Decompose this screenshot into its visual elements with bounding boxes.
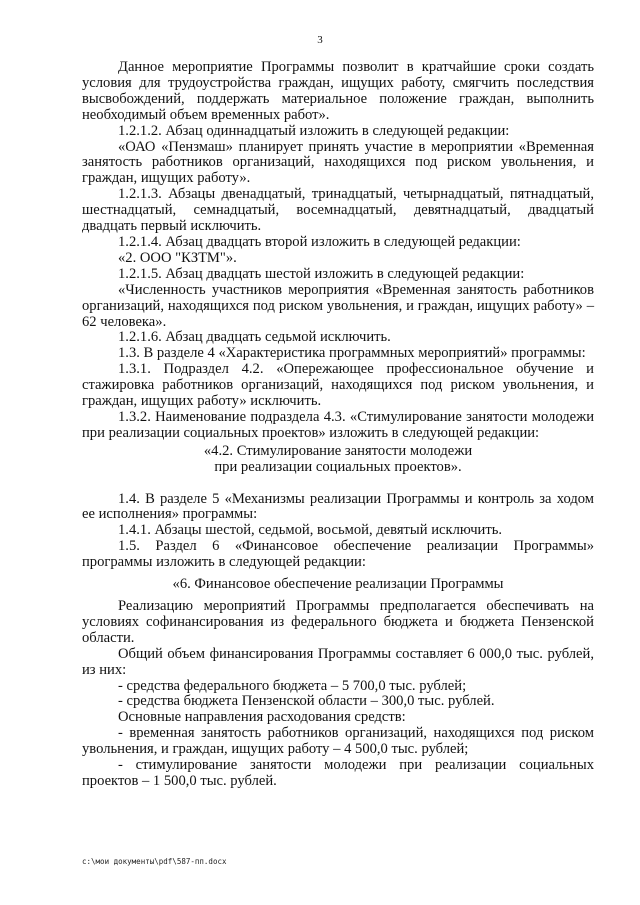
paragraph: 1.3.1. Подраздел 4.2. «Опережающее профессиональное обучение и стажировка работников организаций, находящихся под риском увольнения, и граждан, ищущих работу» исключить.	[82, 361, 594, 410]
subsection-heading-line-1: «4.2. Стимулирование занятости молодежи	[203, 442, 473, 459]
list-item: - средства федерального бюджета – 5 700,0 тыс. рублей;	[118, 677, 467, 694]
paragraph: 1.2.1.4. Абзац двадцать второй изложить в следующей редакции:	[118, 233, 521, 250]
paragraph: «ОАО «Пензмаш» планирует принять участие в мероприятии «Временная занятость работников организаций, находящихся под риском увольнения, и граждан, ищущих работу».	[82, 138, 594, 187]
paragraph: 1.4. В разделе 5 «Механизмы реализации Программы и контроль за ходом ее исполнения» программы:	[82, 490, 594, 523]
paragraph: Данное мероприятие Программы позволит в кратчайшие сроки создать условия для трудоустройства граждан, ищущих работу, смягчить последствия высвобождений, поддержать материальное положение граждан, выполнить необходимый объем временных работ».	[82, 59, 594, 123]
paragraph: 1.4.1. Абзацы шестой, седьмой, восьмой, девятый исключить.	[118, 522, 503, 539]
paragraph: Реализацию мероприятий Программы предполагается обеспечивать на условиях софинансирования из федерального бюджета и бюджета Пензенской области.	[82, 598, 594, 646]
paragraph: «2. ООО "КЗТМ"».	[118, 249, 237, 266]
paragraph: 1.2.1.6. Абзац двадцать седьмой исключить.	[118, 329, 391, 346]
paragraph: 1.3.2. Наименование подраздела 4.3. «Стимулирование занятости молодежи при реализации социальных проектов» изложить в следующей редакции:	[82, 408, 594, 441]
paragraph: 1.2.1.3. Абзацы двенадцатый, тринадцатый, четырнадцатый, пятнадцатый, шестнадцатый, семнадцатый, восемнадцатый, девятнадцатый, двадцатый двадцать первый исключить.	[82, 186, 594, 235]
paragraph: 1.3. В разделе 4 «Характеристика программных мероприятий» программы:	[118, 345, 586, 362]
section-heading: «6. Финансовое обеспечение реализации Программы	[172, 576, 504, 593]
footer-file-path: c:\мои документы\pdf\587-пп.docx	[82, 857, 227, 866]
paragraph: Основные направления расходования средств:	[118, 709, 406, 726]
paragraph: Общий объем финансирования Программы составляет 6 000,0 тыс. рублей, из них:	[82, 645, 594, 678]
page-number: 3	[317, 34, 323, 46]
paragraph: 1.2.1.5. Абзац двадцать шестой изложить в следующей редакции:	[118, 265, 525, 282]
list-item: - стимулирование занятости молодежи при реализации социальных проектов – 1 500,0 тыс. рублей.	[82, 757, 594, 789]
document-body	[82, 60, 594, 790]
list-item: - средства бюджета Пензенской области – 300,0 тыс. рублей.	[118, 693, 495, 710]
paragraph: «Численность участников мероприятия «Временная занятость работников организаций, находящихся под риском увольнения, и граждан, ищущих работу» – 62 человека».	[82, 281, 594, 330]
list-item: - временная занятость работников организаций, находящихся под риском увольнения, и граждан, ищущих работу – 4 500,0 тыс. рублей;	[82, 725, 594, 758]
paragraph: 1.5. Раздел 6 «Финансовое обеспечение реализации Программы» программы изложить в следующей редакции:	[82, 538, 594, 571]
paragraph: 1.2.1.2. Абзац одиннадцатый изложить в следующей редакции:	[118, 122, 510, 139]
subsection-heading-line-2: при реализации социальных проектов».	[214, 458, 462, 475]
